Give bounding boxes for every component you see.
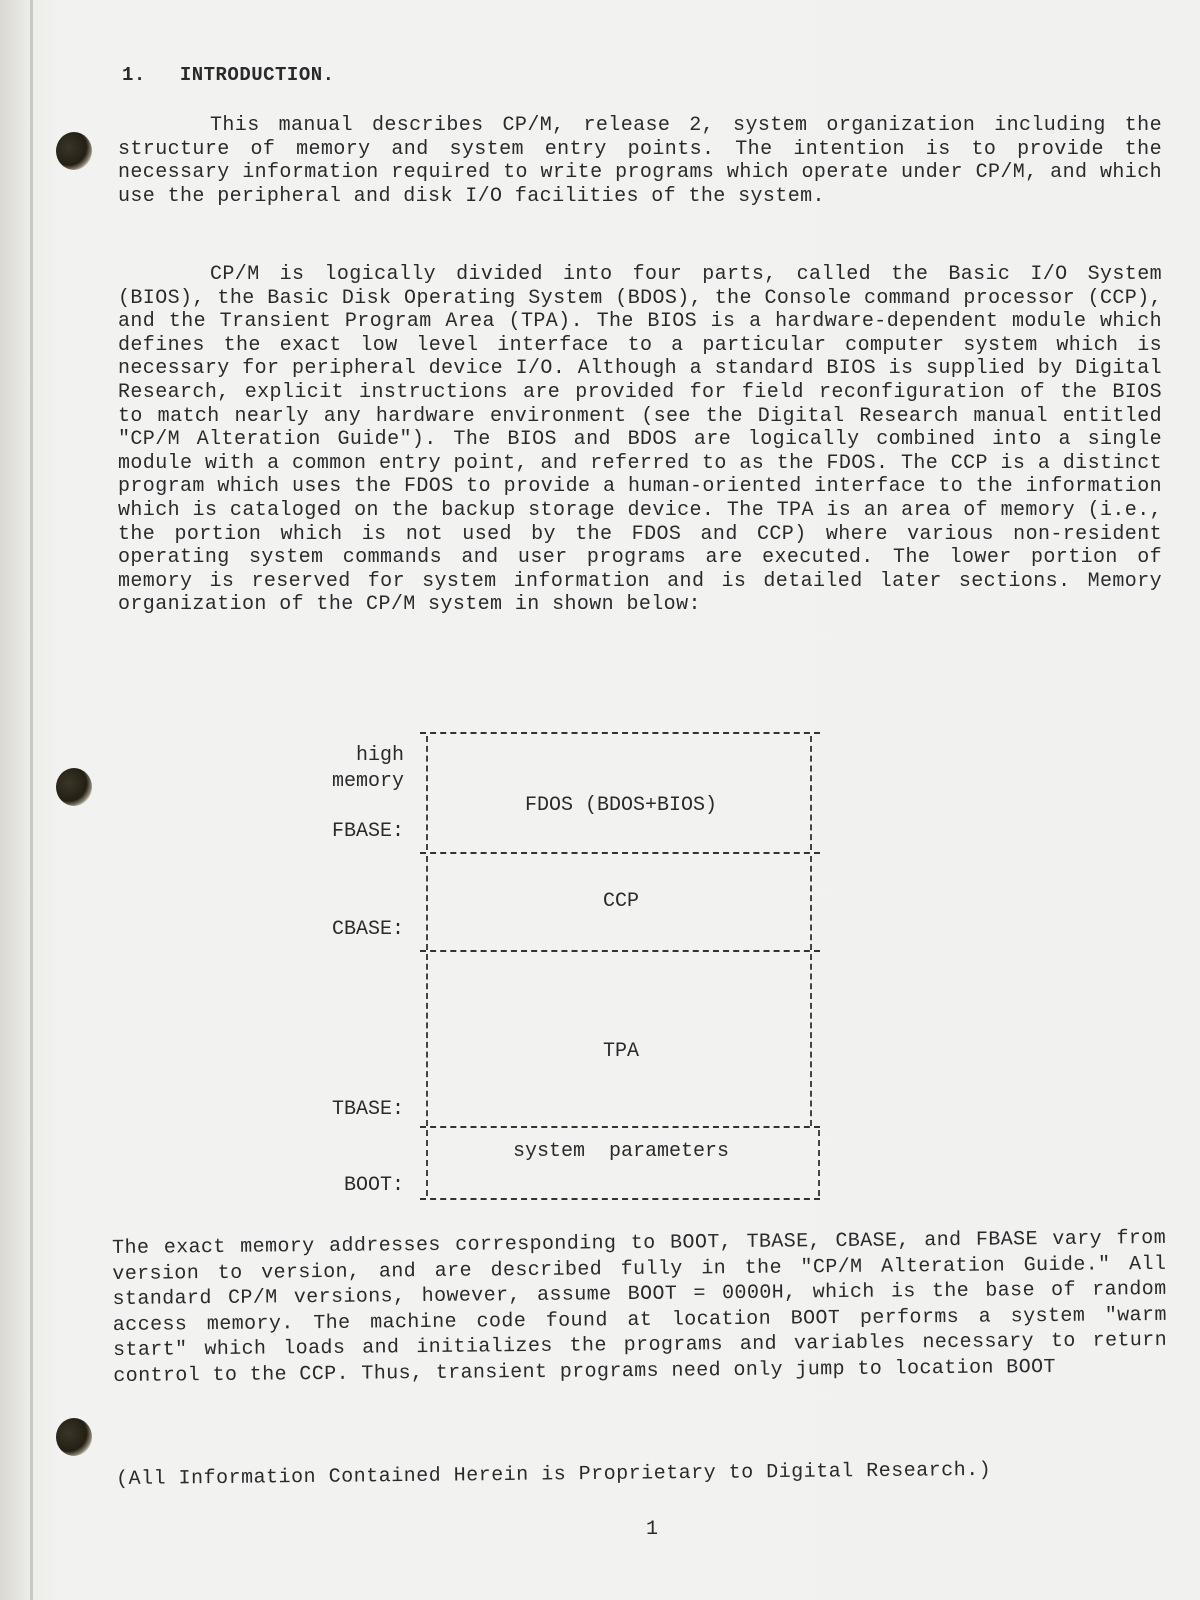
bottom-border [420, 1198, 820, 1200]
label-fbase: FBASE: [331, 820, 404, 843]
binder-hole-bottom [56, 1418, 92, 1456]
binding-edge [30, 0, 33, 1600]
fbase-border [420, 852, 820, 854]
label-tbase: TBASE: [331, 1098, 404, 1121]
label-cbase: CBASE: [331, 918, 404, 941]
label-high: high [355, 744, 404, 767]
cbase-border [420, 950, 820, 952]
section-number: 1. [122, 64, 146, 86]
intro-paragraph: This manual describes CP/M, release 2, system organization including the structure of memory and system entry points. The intention is to provide the necessary information required to write programs which operate under CP/M, and which use the peripheral and disk I/O facilities of the system. [118, 114, 1162, 208]
tbase-border [420, 1126, 820, 1128]
segment-tpa: TPA [602, 1040, 639, 1063]
label-memory: memory [331, 770, 404, 793]
fdos-right-border [810, 736, 812, 850]
section-heading [122, 64, 335, 86]
proprietary-notice: (All Information Contained Herein is Proprietary to Digital Research.) [116, 1458, 992, 1491]
segment-ccp: CCP [602, 890, 639, 913]
binder-hole-top [56, 132, 92, 170]
page-number: 1 [646, 1518, 659, 1541]
binder-hole-middle [56, 768, 92, 806]
segment-fdos: FDOS (BDOS+BIOS) [524, 794, 718, 817]
segment-system-parameters: system parameters [512, 1140, 730, 1163]
addresses-paragraph: The exact memory addresses corresponding to BOOT, TBASE, CBASE, and FBASE vary from version to version, and are described fully in the "CP/M Alteration Guide." All standard CP/M versions, however, assume BOOT = 0000H, which is the base of random access memory. The machine code found at location BOOT performs a system "warm start" which loads and initializes the programs and variables necessary to return control to the CCP. Thus, transient programs need only jump to location BOOT [112, 1226, 1168, 1388]
label-boot: BOOT: [343, 1174, 404, 1197]
parts-paragraph: CP/M is logically divided into four parts, called the Basic I/O System (BIOS), the Basic Disk Operating System (BDOS), the Console command processor (CCP), and the Transient Program Area (TPA). The BIOS is a hardware-dependent module which defines the exact low level interface to a particular computer system which is necessary for peripheral device I/O. Although a standard BIOS is supplied by Digital Research, explicit instructions are provided for field reconfiguration of the BIOS to match nearly any hardware environment (see the Digital Research manual entitled "CP/M Alteration Guide"). The BIOS and BDOS are logically combined into a single module with a common entry point, and referred to as the FDOS. The CCP is a distinct program which uses the FDOS to provide a human-oriented interface to the information which is cataloged on the backup storage device. The TPA is an area of memory (i.e., the portion which is not used by the FDOS and CCP) where various non-resident operating system commands and user programs are executed. The lower portion of memory is reserved for system information and is detailed later sections. Memory organization of the CP/M system in shown below: [118, 263, 1162, 617]
section-title: INTRODUCTION. [179, 64, 335, 86]
fdos-left-border [426, 736, 428, 850]
top-border [420, 732, 820, 734]
sysparams-right-border [818, 1130, 820, 1196]
memory-organization-diagram [300, 722, 840, 1222]
